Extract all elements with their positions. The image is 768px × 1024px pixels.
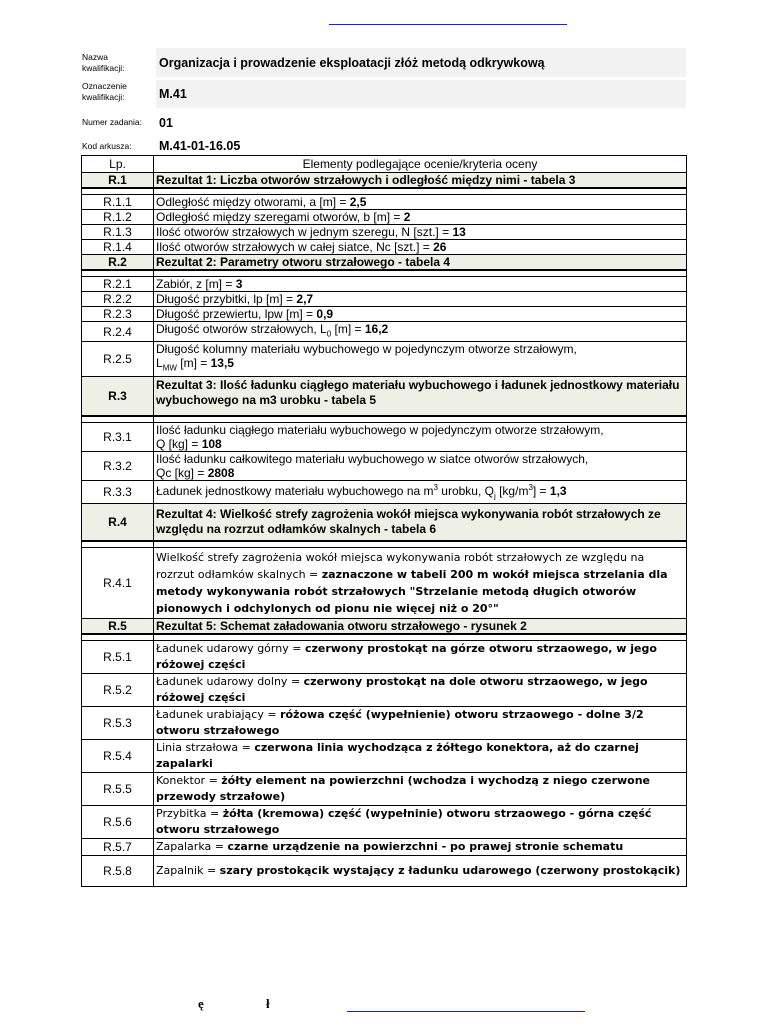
item-criterion: Ilość ładunku całkowitego materiału wybuchowego w siatce otworów strzałowych, Qc [kg] = 2808: [154, 451, 687, 480]
item-criterion: Długość kolumny materiału wybuchowego w pojedynczym otworze strzałowym, $L_{MW}$ [m] = 13,5: [154, 342, 687, 376]
table-row: [82, 480, 687, 503]
task-number: 01: [159, 116, 173, 130]
table-row: [82, 342, 687, 376]
table-row: [82, 707, 687, 740]
table-row: [82, 674, 687, 707]
result-title: Rezultat 2: Parametry otworu strzałowego - tabela 4: [154, 255, 687, 271]
table-row: [82, 773, 687, 806]
item-lp: R.3.3: [82, 480, 154, 503]
table-row: [82, 307, 687, 322]
qualification-code-label: Oznaczenie kwalifikacji:: [82, 81, 127, 102]
item-criterion: Linia strzałowa = czerwona linia wychodząca z żółtego konektora, aż do czarnej zapalarki: [154, 740, 687, 773]
item-criterion: Ładunek jednostkowy materiału wybuchowego na $m^3$ urobku, $Q_j$ $[kg/m^3] = 1,3$: [154, 480, 687, 503]
item-criterion: Długość przewiertu, lpw [m] = 0,9: [154, 307, 687, 322]
qualification-name-label: Nazwa kwalifikacji:: [82, 52, 125, 73]
result-lp: R.2: [82, 255, 154, 271]
table-row: [82, 740, 687, 773]
item-lp: R.5.2: [82, 674, 154, 707]
result-row-r5: [82, 619, 687, 635]
footer-glyph-1: ę: [198, 996, 204, 1011]
item-lp: R.2.1: [82, 277, 154, 292]
item-lp: R.2.2: [82, 292, 154, 307]
qualification-code-band: [156, 80, 686, 108]
item-criterion: Konektor = żółty element na powierzchni (wchodza i wychodzą z niego czerwone przewody strzałowe): [154, 773, 687, 806]
item-lp: R.5.6: [82, 806, 154, 839]
table-row: [82, 422, 687, 451]
table-row: [82, 839, 687, 856]
result-title: Rezultat 4: Wielkość strefy zagrożenia wokół miejsca wykonywania robót strzałowych ze względu na rozrzut odłamków skalnych - tabela 6: [154, 504, 687, 542]
table-row: [82, 195, 687, 210]
table-row: [82, 225, 687, 240]
header-criteria: Elementy podlegające ocenie/kryteria oceny: [154, 156, 687, 173]
result-row-r4: [82, 504, 687, 542]
item-lp: R.1.4: [82, 240, 154, 255]
footer-link-line[interactable]: [347, 1011, 585, 1012]
item-criterion: Ładunek udarowy dolny = czerwony prostokąt na dole otworu strzaowego, w jego różowej części: [154, 674, 687, 707]
result-lp: R.4: [82, 504, 154, 542]
item-criterion: Odległość między otworami, a [m] = 2,5: [154, 195, 687, 210]
sheet-code-label: Kod arkusza:: [82, 141, 132, 151]
item-criterion: Ilość otworów strzałowych w całej siatce, Nc [szt.] = 26: [154, 240, 687, 255]
item-lp: R.2.5: [82, 342, 154, 376]
result-row-r1: [82, 173, 687, 189]
qualification-name: Organizacja i prowadzenie eksploatacji złóż metodą odkrywkową: [159, 56, 545, 70]
result-title: Rezultat 5: Schemat załadowania otworu strzałowego - rysunek 2: [154, 619, 687, 635]
result-title: Rezultat 3: Ilość ładunku ciągłego materiału wybuchowego i ładunek jednostkowy materiału wybuchowego na m3 urobku - tabela 5: [154, 376, 687, 416]
item-criterion: Zabiór, z [m] = 3: [154, 277, 687, 292]
item-criterion: Zapalarka = czarne urządzenie na powierzchni - po prawej stronie schematu: [154, 839, 687, 856]
item-lp: R.4.1: [82, 548, 154, 619]
item-lp: R.5.5: [82, 773, 154, 806]
table-row: [82, 856, 687, 887]
footer-glyph-2: ł: [266, 996, 270, 1011]
header-lp: Lp.: [82, 156, 154, 173]
table-row: [82, 322, 687, 342]
item-lp: R.5.8: [82, 856, 154, 887]
item-lp: R.2.3: [82, 307, 154, 322]
item-lp: R.5.7: [82, 839, 154, 856]
result-lp: R.5: [82, 619, 154, 635]
item-lp: R.3.1: [82, 422, 154, 451]
item-criterion: Ładunek urabiający = różowa część (wypełnienie) otworu strzaowego - dolne 3/2 otworu strzałowego: [154, 707, 687, 740]
result-lp: R.3: [82, 376, 154, 416]
table-row: [82, 292, 687, 307]
item-criterion: Ilość otworów strzałowych w jednym szeregu, N [szt.] = 13: [154, 225, 687, 240]
item-lp: R.5.4: [82, 740, 154, 773]
table-row: [82, 548, 687, 619]
table-row: [82, 806, 687, 839]
item-lp: R.5.3: [82, 707, 154, 740]
item-criterion: Wielkość strefy zagrożenia wokół miejsca wykonywania robót strzałowych ze względu na rozrzut odłamków skalnych = zaznaczone w tabeli 200 m wokół miejsca strzelania dla metody wykonywania robót strzałowych "Strzelanie metodą długich otworów pionowych i odchylonych od pionu nie więcej niż o 20°": [154, 548, 687, 619]
item-criterion: Ilość ładunku ciągłego materiału wybuchowego w pojedynczym otworze strzałowym, Q [kg] = 108: [154, 422, 687, 451]
task-number-label: Numer zadania:: [82, 117, 143, 127]
table-row: [82, 641, 687, 674]
item-criterion: Ładunek udarowy górny = czerwony prostokąt na górze otworu strzaowego, w jego różowej części: [154, 641, 687, 674]
table-row: [82, 240, 687, 255]
item-criterion: Długość przybitki, lp [m] = 2,7: [154, 292, 687, 307]
table-header-row: [82, 156, 687, 173]
item-criterion: Przybitka = żółta (kremowa) część (wypełninie) otworu strzaowego - górna część otworu strzałowego: [154, 806, 687, 839]
result-row-r3: [82, 376, 687, 416]
item-lp: R.2.4: [82, 322, 154, 342]
table-row: [82, 451, 687, 480]
sheet-code: M.41-01-16.05: [159, 139, 241, 153]
result-row-r2: [82, 255, 687, 271]
table-row: [82, 210, 687, 225]
item-lp: R.5.1: [82, 641, 154, 674]
criteria-table: [81, 155, 687, 887]
item-criterion: Odległość między szeregami otworów, b [m] = 2: [154, 210, 687, 225]
item-lp: R.1.2: [82, 210, 154, 225]
item-lp: R.3.2: [82, 451, 154, 480]
header-link-line[interactable]: [329, 24, 567, 25]
result-title: Rezultat 1: Liczba otworów strzałowych i odległość między nimi - tabela 3: [154, 173, 687, 189]
item-lp: R.1.3: [82, 225, 154, 240]
qualification-code: M.41: [159, 87, 187, 101]
table-row: [82, 277, 687, 292]
result-lp: R.1: [82, 173, 154, 189]
item-lp: R.1.1: [82, 195, 154, 210]
item-criterion: Długość otworów strzałowych, $L_0$ [m] = 16,2: [154, 322, 687, 342]
item-criterion: Zapalnik = szary prostokącik wystający z ładunku udarowego (czerwony prostokącik): [154, 856, 687, 887]
